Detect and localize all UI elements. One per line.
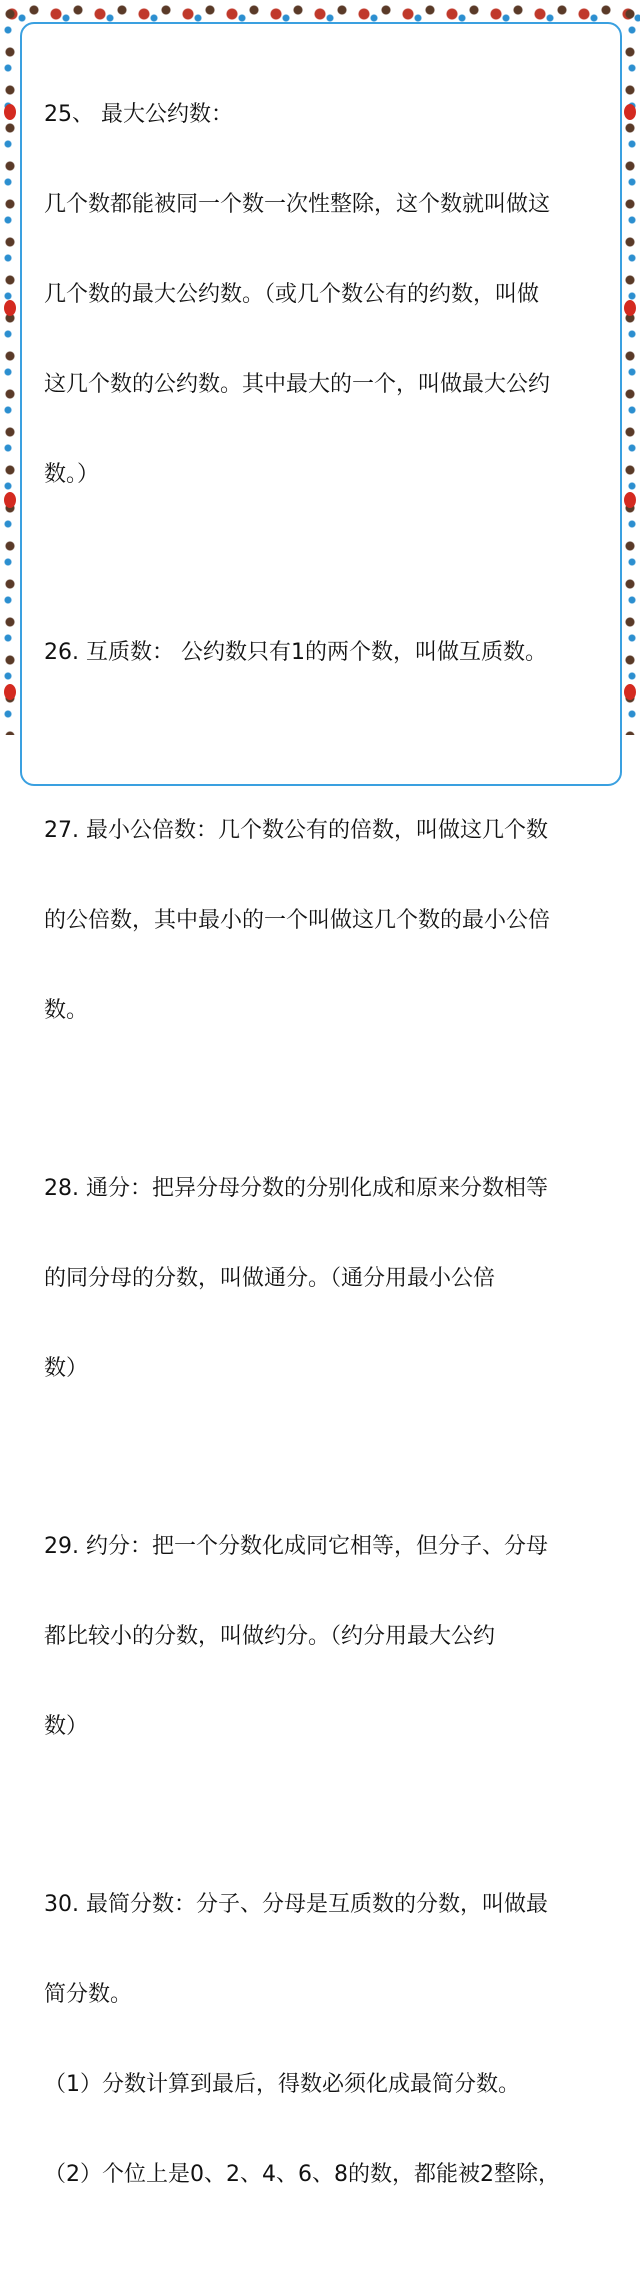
- section-29-reduce-fraction: [44, 1472, 610, 1802]
- red-ornament: [4, 104, 16, 120]
- document-body: [44, 40, 610, 2278]
- text-line: 数）: [44, 1714, 89, 1739]
- text-line: 几个数都能被同一个数一次性整除，这个数就叫做这: [44, 192, 551, 217]
- text-line: 简分数。: [44, 1982, 133, 2007]
- section-26-coprime-numbers: [44, 578, 610, 728]
- text-line: 25、 最大公约数：: [44, 102, 233, 127]
- text-line: 数。）: [44, 462, 100, 487]
- text-line: 都比较小的分数，叫做约分。（约分用最大公约: [44, 1624, 496, 1649]
- text-line: 28. 通分：把异分母分数的分别化成和原来分数相等: [44, 1176, 548, 1201]
- section-27-least-common-multiple: [44, 756, 610, 1086]
- red-ornament: [4, 684, 16, 700]
- text-line: 26. 互质数： 公约数只有1的两个数，叫做互质数。: [44, 640, 547, 665]
- section-30-simplest-fraction: [44, 1830, 610, 2250]
- text-line: 数）: [44, 1356, 89, 1381]
- text-line: 29. 约分：把一个分数化成同它相等，但分子、分母: [44, 1534, 548, 1559]
- text-line: 这几个数的公约数。其中最大的一个，叫做最大公约: [44, 372, 551, 397]
- text-line: 27. 最小公倍数：几个数公有的倍数，叫做这几个数: [44, 818, 548, 843]
- text-line: 的公倍数，其中最小的一个叫做这几个数的最小公倍: [44, 908, 551, 933]
- section-28-common-denominator: [44, 1114, 610, 1444]
- section-25-greatest-common-divisor: [44, 40, 610, 550]
- text-line: 的同分母的分数，叫做通分。（通分用最小公倍: [44, 1266, 496, 1291]
- list-item: （2）个位上是0、2、4、6、8的数，都能被2整除，: [44, 2162, 560, 2187]
- red-ornament: [624, 104, 636, 120]
- red-ornament: [624, 300, 636, 316]
- red-ornament: [4, 300, 16, 316]
- red-ornament: [624, 492, 636, 508]
- red-ornament: [624, 684, 636, 700]
- text-line: 30. 最简分数：分子、分母是互质数的分数，叫做最: [44, 1892, 548, 1917]
- list-item: （1）分数计算到最后，得数必须化成最简分数。: [44, 2072, 520, 2097]
- text-line: 数。: [44, 998, 89, 1023]
- red-ornament: [4, 492, 16, 508]
- text-line: 几个数的最大公约数。（或几个数公有的约数，叫做: [44, 282, 540, 307]
